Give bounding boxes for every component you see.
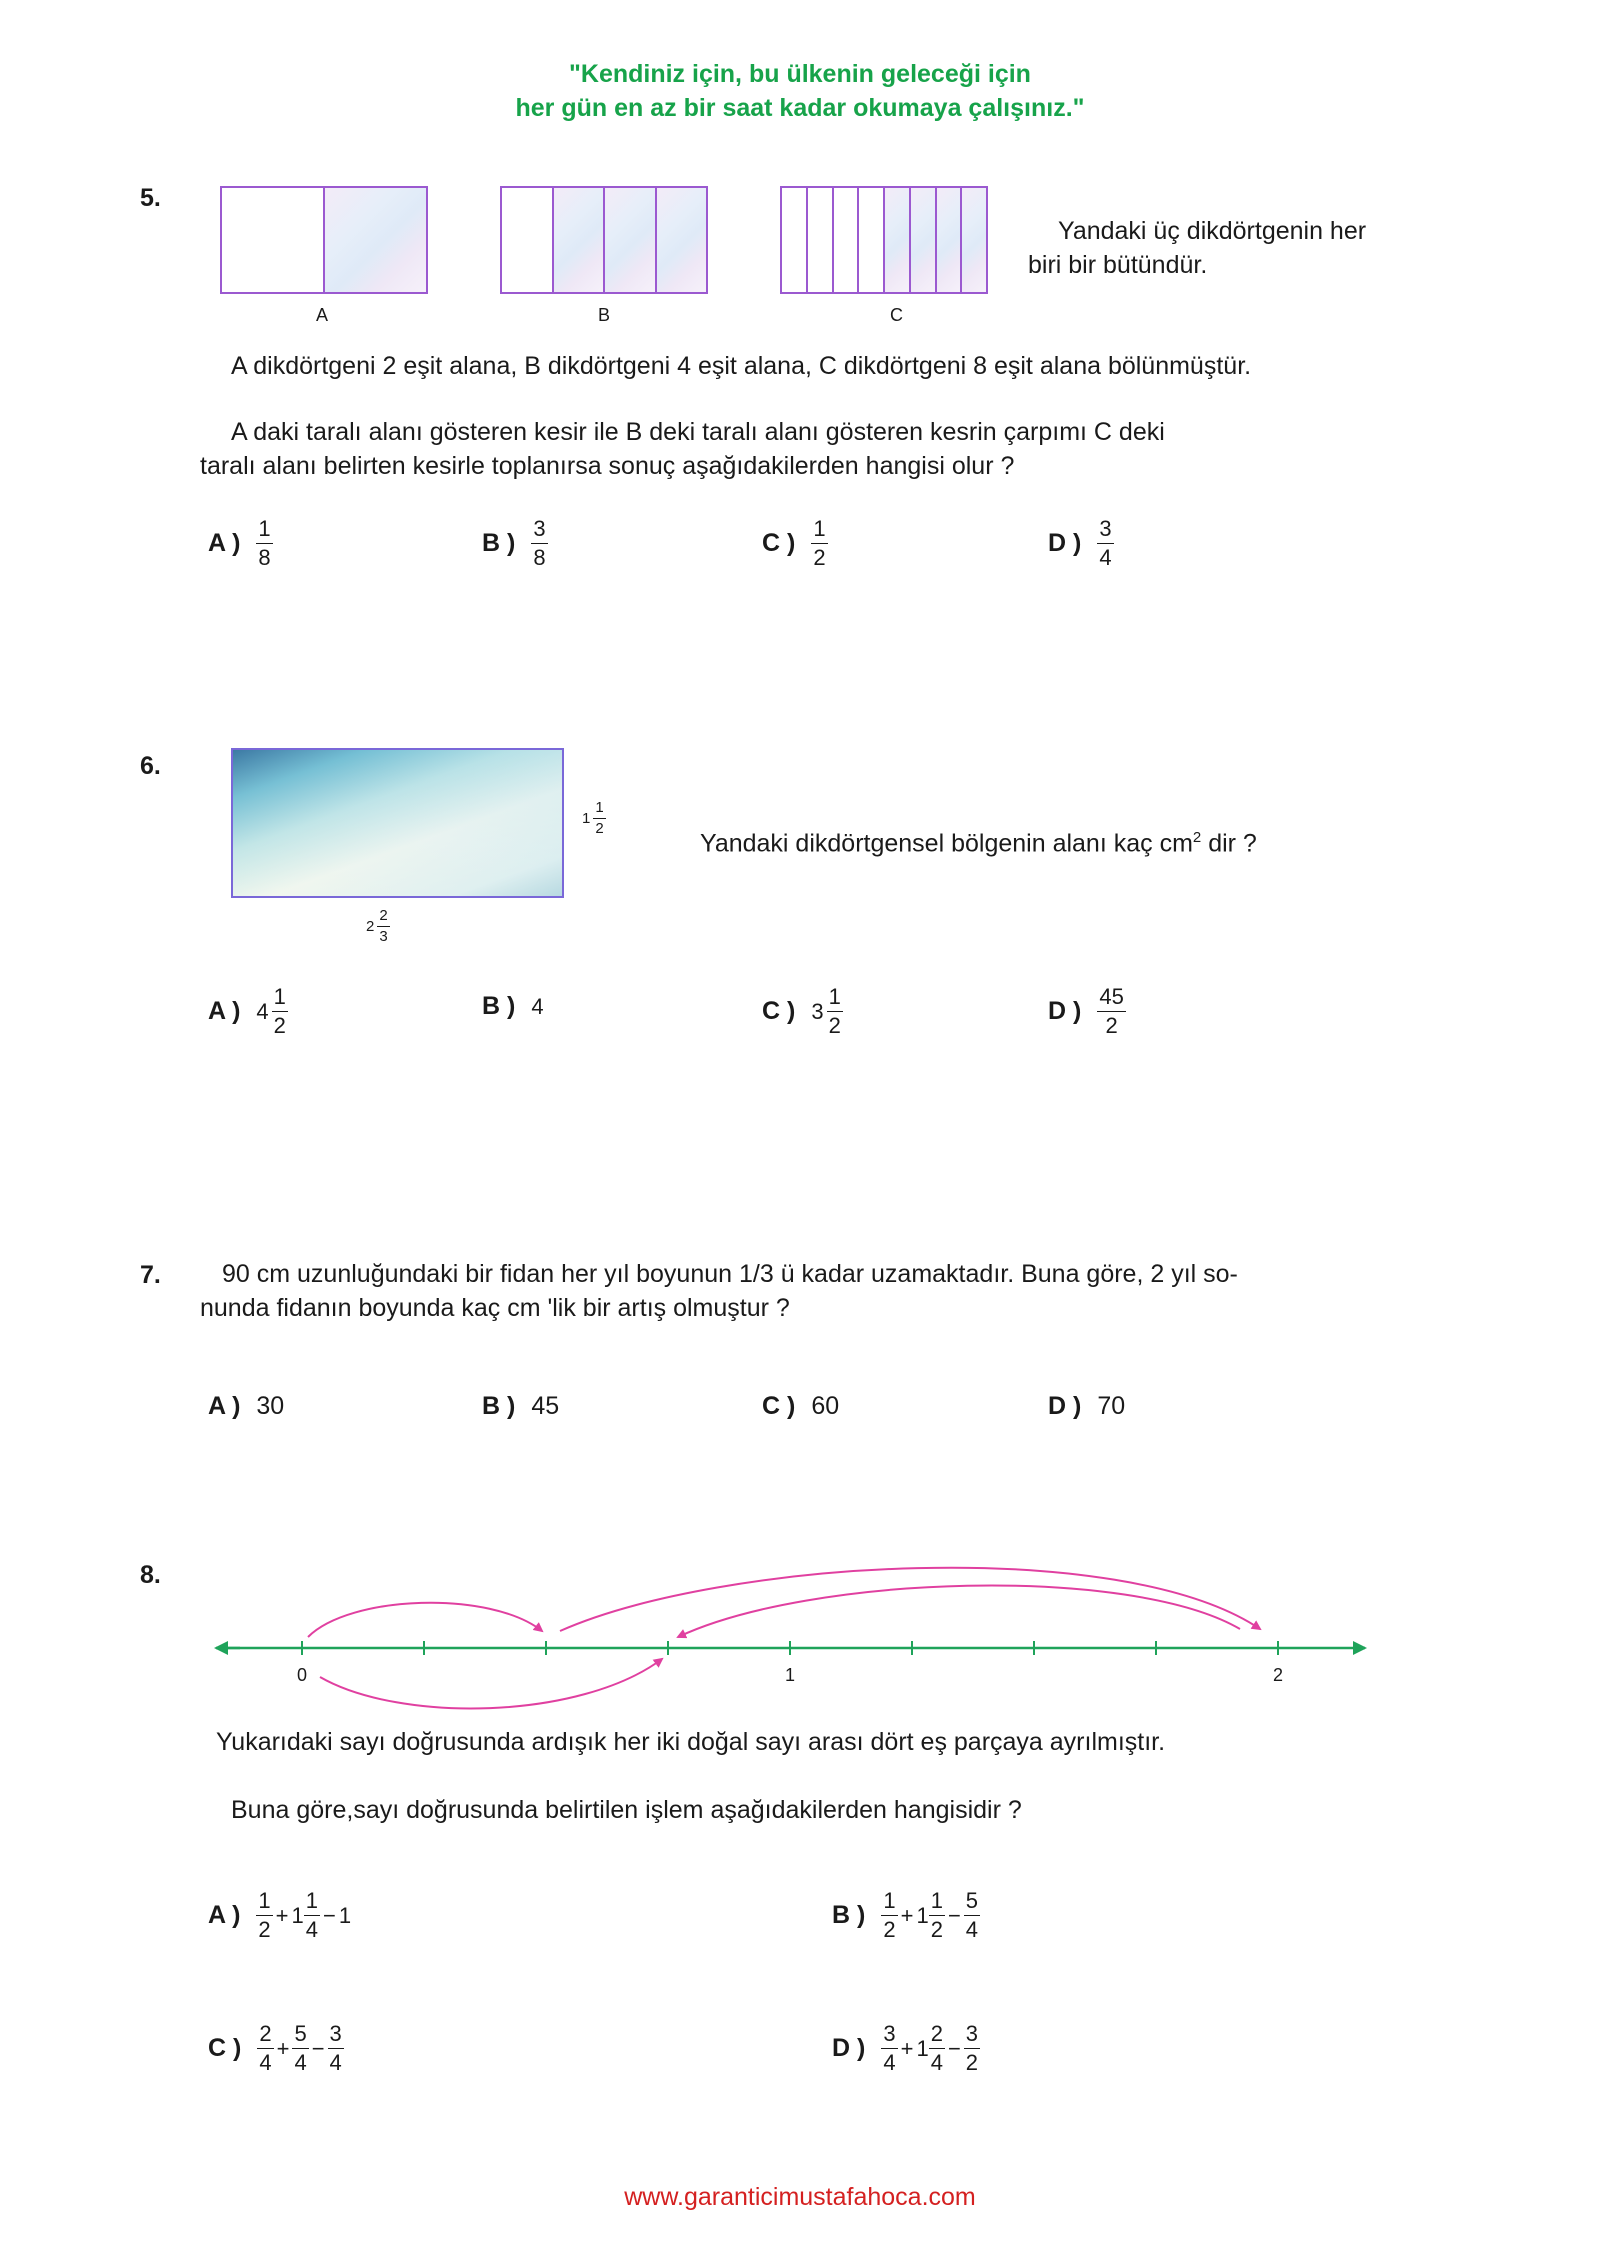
rectangle-a-label: A	[316, 305, 329, 325]
expression	[257, 2022, 343, 2075]
whole-part: 2	[366, 918, 375, 935]
tick-label-2: 2	[1272, 1665, 1284, 1685]
denominator: 8	[258, 545, 271, 570]
rectangle-c-part-unshaded	[859, 188, 885, 292]
denominator: 2	[1105, 1013, 1118, 1038]
q8-option-d[interactable]	[832, 2022, 980, 2075]
rectangle-b-part-unshaded	[502, 188, 554, 292]
q7-option-d[interactable]	[1048, 1392, 1125, 1421]
jump-arrow-4	[320, 1659, 662, 1709]
operator: −	[311, 2035, 325, 2061]
fraction	[1097, 985, 1125, 1038]
option-label: C )	[762, 529, 796, 557]
option-label: B )	[482, 992, 516, 1020]
option-label: C )	[762, 1392, 796, 1420]
denominator: 2	[595, 820, 604, 837]
rectangle-b-part-shaded	[605, 188, 657, 292]
numerator: 3	[531, 517, 547, 544]
operator: +	[276, 2035, 290, 2061]
q5-question-line-1: A daki taralı alanı gösteren kesir ile B deki taralı alanı gösteren kesrin çarpımı C deki	[231, 418, 1165, 446]
denominator: 4	[930, 2050, 943, 2075]
rectangle-b-part-shaded	[554, 188, 606, 292]
q5-question-line-2: taralı alanı belirten kesirle toplanırsa sonuç aşağıdakilerden hangisi olur ?	[200, 452, 1015, 480]
denominator: 2	[828, 1013, 841, 1038]
numerator: 3	[1097, 517, 1113, 544]
operator: +	[900, 2035, 914, 2061]
fraction	[1097, 517, 1113, 570]
numerator: 3	[964, 2022, 980, 2049]
denominator: 4	[1099, 545, 1112, 570]
numerator: 45	[1097, 985, 1125, 1012]
option-label: A )	[208, 529, 241, 557]
operator: +	[275, 1902, 289, 1928]
q8-question: Buna göre,sayı doğrusunda belirtilen işlem aşağıdakilerden hangisidir ?	[231, 1796, 1022, 1824]
numerator: 3	[328, 2022, 344, 2049]
fraction	[929, 1889, 945, 1942]
fraction	[827, 985, 843, 1038]
jump-arrow-1	[308, 1603, 542, 1637]
q6-question	[700, 821, 1257, 860]
option-label: D )	[1048, 1392, 1082, 1420]
option-label: B )	[482, 529, 516, 557]
q6-option-d[interactable]	[1048, 985, 1126, 1038]
option-label: A )	[208, 1392, 241, 1420]
fraction	[531, 517, 547, 570]
numerator: 1	[304, 1889, 320, 1916]
denominator: 4	[259, 2050, 272, 2075]
whole-part: 1	[916, 2035, 929, 2061]
q6-option-c[interactable]	[762, 985, 843, 1038]
option-label: A )	[208, 1901, 241, 1929]
whole-part: 4	[256, 998, 269, 1024]
numerator: 5	[292, 2022, 308, 2049]
option-value: 60	[811, 1392, 840, 1420]
question-7-number: 7.	[140, 1261, 161, 1289]
q6-option-b[interactable]	[482, 992, 544, 1021]
rectangle-c-part-unshaded	[782, 188, 808, 292]
numerator: 2	[377, 908, 389, 927]
rectangle-c-part-unshaded	[808, 188, 834, 292]
mixed-number	[811, 985, 843, 1038]
q7-question-line-2: nunda fidanın boyunda kaç cm 'lik bir artış olmuştur ?	[200, 1294, 790, 1322]
expression	[256, 1889, 351, 1942]
numerator: 1	[256, 1889, 272, 1916]
expression	[881, 1889, 980, 1942]
number-line-diagram	[200, 1545, 1380, 1725]
fraction	[328, 2022, 344, 2075]
denominator: 3	[379, 928, 388, 945]
option-label: C )	[208, 2034, 242, 2062]
tick-label-1: 1	[784, 1665, 796, 1685]
denominator: 8	[533, 545, 546, 570]
tick-label-0: 0	[296, 1665, 308, 1685]
superscript: 2	[1192, 829, 1202, 846]
fraction	[964, 1889, 980, 1942]
numerator: 1	[811, 517, 827, 544]
numerator: 3	[881, 2022, 897, 2049]
whole-part: 1	[916, 1902, 929, 1928]
option-label: D )	[1048, 997, 1082, 1025]
q5-option-b[interactable]	[482, 517, 548, 570]
fraction	[593, 800, 605, 837]
integer: 1	[338, 1902, 352, 1928]
fraction	[257, 2022, 273, 2075]
question-text: Yandaki dikdörtgensel bölgenin alanı kaç cm	[700, 829, 1193, 858]
mixed-number	[256, 985, 288, 1038]
rectangle-b	[500, 186, 708, 294]
rectangle-b-label: B	[598, 305, 611, 325]
q7-option-b[interactable]	[482, 1392, 559, 1421]
q8-option-a[interactable]	[208, 1889, 351, 1942]
rectangle-c	[780, 186, 988, 294]
option-value: 45	[531, 1392, 560, 1420]
operator: −	[323, 1902, 336, 1928]
fraction	[964, 2022, 980, 2075]
q5-option-a[interactable]	[208, 517, 273, 570]
shaded-rectangle	[231, 748, 564, 898]
option-label: D )	[1048, 529, 1082, 557]
height-label	[582, 800, 606, 837]
numerator: 1	[929, 1889, 945, 1916]
option-value: 4	[531, 993, 544, 1019]
denominator: 4	[965, 1917, 979, 1942]
q8-statement: Yukarıdaki sayı doğrusunda ardışık her iki doğal sayı arası dört eş parçaya ayrılmıştır.	[216, 1728, 1166, 1756]
q5-statement-line-1: A dikdörtgeni 2 eşit alana, B dikdörtgeni 4 eşit alana, C dikdörtgeni 8 eşit alana bölünmüştür.	[231, 352, 1252, 380]
operator: −	[947, 1902, 961, 1928]
fraction	[881, 2022, 897, 2075]
option-label: B )	[832, 1901, 866, 1929]
jump-arrow-3	[678, 1586, 1240, 1637]
rectangle-a-part-unshaded	[222, 188, 325, 292]
denominator: 2	[965, 2050, 979, 2075]
numerator: 5	[964, 1889, 980, 1916]
question-8-number: 8.	[140, 1561, 161, 1589]
whole-part: 1	[582, 810, 591, 827]
rectangle-c-part-shaded	[885, 188, 911, 292]
option-value: 30	[256, 1392, 285, 1420]
rectangle-b-part-shaded	[657, 188, 707, 292]
fraction	[272, 985, 288, 1038]
fraction	[256, 517, 272, 570]
denominator: 2	[258, 1917, 271, 1942]
fraction	[304, 1889, 320, 1942]
q5-side-text-2: biri bir bütündür.	[1028, 251, 1208, 279]
rectangle-c-label: C	[890, 305, 903, 325]
q8-option-c[interactable]	[208, 2022, 344, 2075]
option-label: C )	[762, 997, 796, 1025]
q5-option-d[interactable]	[1048, 517, 1114, 570]
numerator: 1	[881, 1889, 897, 1916]
numerator: 1	[256, 517, 272, 544]
motto-line-1: "Kendiniz için, bu ülkenin geleceği için	[569, 60, 1031, 88]
numerator: 1	[593, 800, 605, 819]
q5-option-c[interactable]	[762, 517, 828, 570]
fraction	[929, 2022, 945, 2075]
rectangle-a	[220, 186, 428, 294]
rectangle-c-part-shaded	[962, 188, 986, 292]
expression	[881, 2022, 980, 2075]
operator: +	[900, 1902, 914, 1928]
q6-option-a[interactable]	[208, 985, 288, 1038]
fraction	[811, 517, 827, 570]
option-label: A )	[208, 997, 241, 1025]
motto-line-2: her gün en az bir saat kadar okumaya çalışınız."	[515, 94, 1085, 122]
numerator: 2	[929, 2022, 945, 2049]
question-text-end: dir ?	[1201, 829, 1257, 858]
q7-option-a[interactable]	[208, 1392, 284, 1421]
numerator: 2	[257, 2022, 273, 2049]
option-label: D )	[832, 2034, 866, 2062]
fraction	[256, 1889, 272, 1942]
q5-side-text-1: Yandaki üç dikdörtgenin her	[1058, 217, 1367, 245]
operator: −	[947, 2035, 961, 2061]
numerator: 1	[827, 985, 843, 1012]
denominator: 2	[273, 1013, 286, 1038]
question-6-number: 6.	[140, 752, 161, 780]
denominator: 4	[305, 1917, 319, 1942]
rectangle-a-part-shaded	[325, 188, 426, 292]
fraction	[881, 1889, 897, 1942]
whole-part: 1	[291, 1902, 304, 1928]
q7-question-line-1: 90 cm uzunluğundaki bir fidan her yıl boyunun 1/3 ü kadar uzamaktadır. Buna göre, 2 yıl so-	[222, 1260, 1238, 1288]
denominator: 4	[294, 2050, 307, 2075]
fraction	[377, 908, 389, 945]
whole-part: 3	[811, 998, 824, 1024]
width-label	[366, 908, 390, 945]
denominator: 2	[813, 545, 826, 570]
footer-website-link[interactable]: www.garanticimustafahoca.com	[624, 2183, 976, 2211]
denominator: 2	[883, 1917, 896, 1942]
option-value: 70	[1097, 1392, 1126, 1420]
denominator: 4	[329, 2050, 342, 2075]
rectangle-c-part-shaded	[937, 188, 963, 292]
option-label: B )	[482, 1392, 516, 1420]
q7-option-c[interactable]	[762, 1392, 839, 1421]
q8-option-b[interactable]	[832, 1889, 980, 1942]
fraction	[292, 2022, 308, 2075]
rectangle-c-part-unshaded	[834, 188, 860, 292]
denominator: 4	[883, 2050, 896, 2075]
numerator: 1	[272, 985, 288, 1012]
question-5-number: 5.	[140, 184, 161, 212]
denominator: 2	[930, 1917, 943, 1942]
rectangle-c-part-shaded	[911, 188, 937, 292]
